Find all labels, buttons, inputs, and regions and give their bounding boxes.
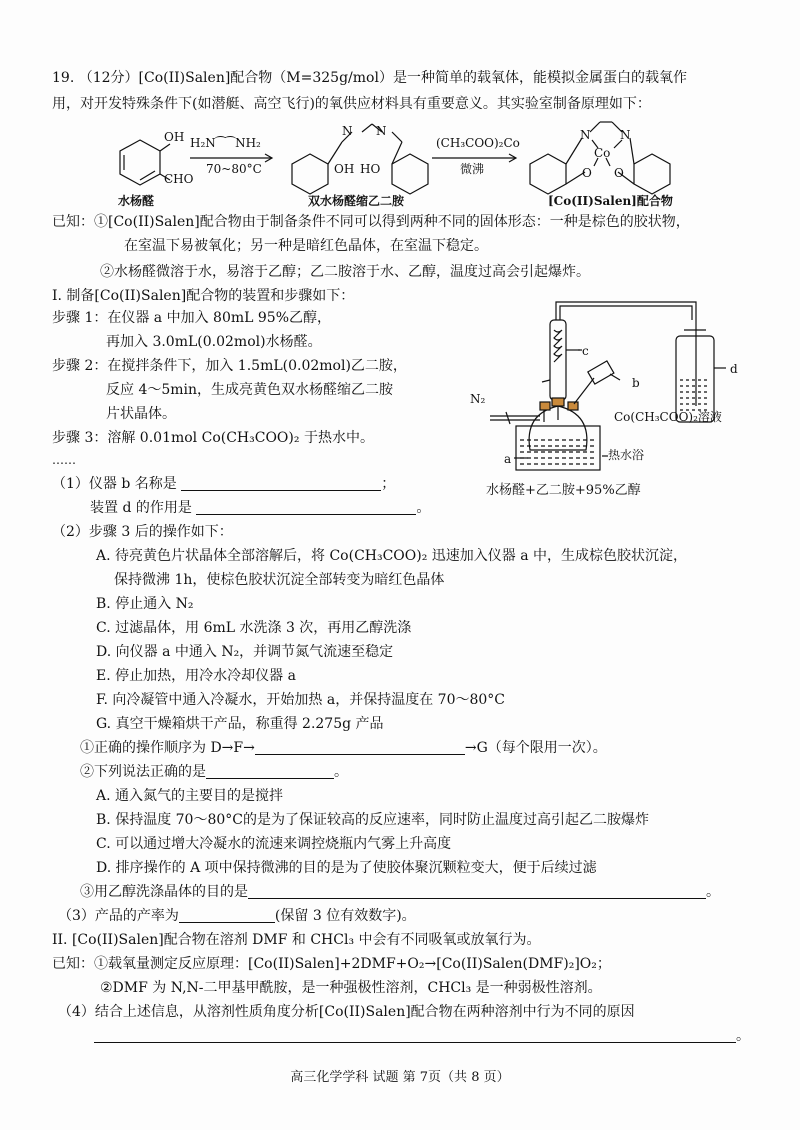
q2-choice-d: D. 排序操作的 A 项中保持微沸的目的是为了使胶体聚沉颗粒变大，便于后续过滤	[96, 860, 597, 876]
reagent-ethylenediamine: H₂N⁀⁀NH₂	[190, 136, 261, 150]
benzene-ring-4	[530, 154, 566, 194]
label-a: a	[504, 452, 512, 466]
part2-known-1: 已知：①载氧量测定反应原理：[Co(II)Salen]+2DMF+O₂→[Co(II)Salen(DMF)₂]O₂；	[52, 956, 611, 972]
benzene-ring-1	[120, 140, 160, 185]
q2-wash-blank[interactable]	[248, 882, 706, 899]
q2-order-line	[80, 738, 607, 758]
q2-choice-b: B. 保持温度 70～80°C的是为了保证较高的反应速率，同时防止温度过高引起乙二胺爆炸	[96, 812, 649, 828]
part2-title: II. [Co(II)Salen]配合物在溶剂 DMF 和 CHCl₃ 中会有不同吸氧或放氧行为。	[52, 932, 541, 948]
q2-correct-line	[80, 762, 348, 782]
question-intro-line2: 用，对开发特殊条件下(如潜艇、高空飞行)的氧供应材料具有重要意义。其实验室制备原理如下：	[52, 96, 651, 112]
q4-blank[interactable]	[94, 1026, 736, 1043]
q2-order-blank[interactable]	[255, 738, 465, 755]
apparatus-caption: 水杨醛+乙二胺+95%乙醇	[486, 483, 641, 498]
reagent-cobalt-acetate: (CH₃COO)₂Co	[436, 136, 520, 150]
q4-end: 。	[736, 1028, 750, 1044]
q2-choice-c: C. 可以通过增大冷凝水的流速来调控烧瓶内气雾上升高度	[96, 836, 452, 852]
q2-op-c: C. 过滤晶体，用 6mL 水洗涤 3 次，再用乙醇洗涤	[96, 620, 412, 636]
q2-op-d: D. 向仪器 a 中通入 N₂，并调节氮气流速至稳定	[96, 644, 394, 660]
q2-title: （2）步骤 3 后的操作如下：	[52, 524, 233, 540]
atom-o-right: O	[614, 166, 624, 180]
q2-op-a2: 保持微沸 1h，使棕色胶状沉淀全部转变为暗红色晶体	[114, 572, 445, 588]
label-co-salen: [Co(II)Salen]配合物	[548, 194, 673, 208]
q2-op-b: B. 停止通入 N₂	[96, 596, 194, 612]
benzene-ring-3	[392, 154, 428, 194]
step1-line1: 步骤 1：在仪器 a 中加入 80mL 95%乙醇，	[52, 310, 332, 326]
label-d: d	[730, 362, 738, 376]
q2-order-text: ①正确的操作顺序为 D→F→	[80, 740, 255, 756]
atom-n-left: N	[342, 124, 353, 138]
q2-choice-a: A. 通入氮气的主要目的是搅拌	[96, 788, 284, 804]
q1-line-b	[90, 498, 430, 518]
known-1a: 已知：①[Co(II)Salen]配合物由于制备条件不同可以得到两种不同的固体形态：一种是棕色的胶状物，	[52, 214, 690, 230]
funnel-b	[574, 378, 594, 404]
benzene-ring-5	[634, 154, 670, 194]
q3-text: （3）产品的产率为	[58, 908, 179, 924]
q3-blank[interactable]	[179, 906, 275, 923]
label-n2: N₂	[470, 392, 486, 406]
benzene-ring-2	[292, 154, 328, 194]
atom-cho: CHO	[164, 172, 194, 186]
reagent-temperature: 70~80°C	[206, 162, 262, 176]
q2-wash-end: 。	[706, 884, 720, 900]
atom-n-co-right: N	[620, 128, 631, 142]
atom-co: Co	[594, 146, 611, 160]
label-c: c	[582, 344, 589, 358]
gas-tube	[556, 302, 696, 320]
q2-op-e: E. 停止加热，用冷水冷却仪器 a	[96, 668, 296, 684]
label-hot-water-bath: 热水浴	[608, 448, 645, 462]
label-b: b	[632, 376, 640, 390]
q1-b-text: 装置 d 的作用是	[90, 500, 192, 516]
q4-text: （4）结合上述信息，从溶剂性质角度分析[Co(II)Salen]配合物在两种溶剂中行为不同的原因	[58, 1004, 635, 1020]
q2-op-a1: A. 待亮黄色片状晶体全部溶解后，将 Co(CH₃COO)₂ 迅速加入仪器 a 中，生成棕色胶状沉淀，	[96, 548, 688, 564]
ellipsis: ……	[52, 453, 76, 467]
q3-line	[58, 906, 416, 926]
q2-op-f: F. 向冷凝管中通入冷凝水，开始加热 a，并保持温度在 70～80°C	[96, 692, 506, 708]
atom-n-right: N	[376, 124, 387, 138]
part1-title: I. 制备[Co(II)Salen]配合物的装置和步骤如下：	[52, 288, 355, 304]
question-intro-line1: 19. （12分）[Co(II)Salen]配合物（M=325g/mol）是一种简单的载氧体，能模拟金属蛋白的载氧作	[52, 70, 687, 86]
known-2: ②水杨醛微溶于水，易溶于乙醇；乙二胺溶于水、乙醇，温度过高会引起爆炸。	[100, 264, 590, 280]
step1-line2: 再加入 3.0mL(0.02mol)水杨醛。	[106, 334, 322, 350]
q1-b-blank[interactable]	[196, 498, 416, 515]
q2-correct-text: ②下列说法正确的是	[80, 764, 206, 780]
q4-answer-line	[94, 1026, 750, 1046]
known-1b: 在室温下易被氧化；另一种是暗红色晶体，在室温下稳定。	[124, 238, 488, 254]
q3-end: (保留 3 位有效数字)。	[274, 908, 416, 924]
atom-oh-ligand: OH	[334, 162, 355, 176]
q2-wash-line	[80, 882, 720, 902]
page-footer: 高三化学学科 试题 第 7页（共 8 页）	[290, 1070, 510, 1085]
q1-a-end: ；	[381, 476, 396, 492]
step2-line3: 片状晶体。	[106, 406, 176, 422]
reagent-condition: 微沸	[460, 162, 485, 176]
q1-line-a	[52, 474, 395, 494]
q2-correct-blank[interactable]	[206, 762, 334, 779]
step2-line1: 步骤 2：在搅拌条件下，加入 1.5mL(0.02mol)乙二胺，	[52, 358, 407, 374]
q1-b-end: 。	[416, 500, 431, 516]
label-salicylaldehyde: 水杨醛	[118, 194, 155, 208]
atom-o-left: O	[582, 166, 592, 180]
atom-oh: OH	[164, 130, 185, 144]
step3: 步骤 3：溶解 0.01mol Co(CH₃COO)₂ 于热水中。	[52, 430, 374, 446]
atom-n-co-left: N	[580, 128, 591, 142]
q2-order-end: →G（每个限用一次）。	[464, 740, 607, 756]
q1-a-text: （1）仪器 b 名称是	[52, 476, 177, 492]
label-salen-ligand: 双水杨醛缩乙二胺	[308, 194, 405, 208]
part2-known-2: ②DMF 为 N,N-二甲基甲酰胺，是一种强极性溶剂，CHCl₃ 是一种弱极性溶剂。	[100, 980, 602, 996]
q1-a-blank[interactable]	[181, 474, 381, 491]
atom-ho-ligand: HO	[360, 162, 381, 176]
q2-op-g: G. 真空干燥箱烘干产品，称重得 2.275g 产品	[96, 716, 384, 732]
step2-line2: 反应 4～5min，生成亮黄色双水杨醛缩乙二胺	[106, 382, 394, 398]
q2-wash-text: ③用乙醇洗涤晶体的目的是	[80, 884, 248, 900]
q2-correct-end: 。	[334, 764, 348, 780]
label-cobalt-solution: Co(CH₃COO)₂溶液	[614, 410, 722, 424]
